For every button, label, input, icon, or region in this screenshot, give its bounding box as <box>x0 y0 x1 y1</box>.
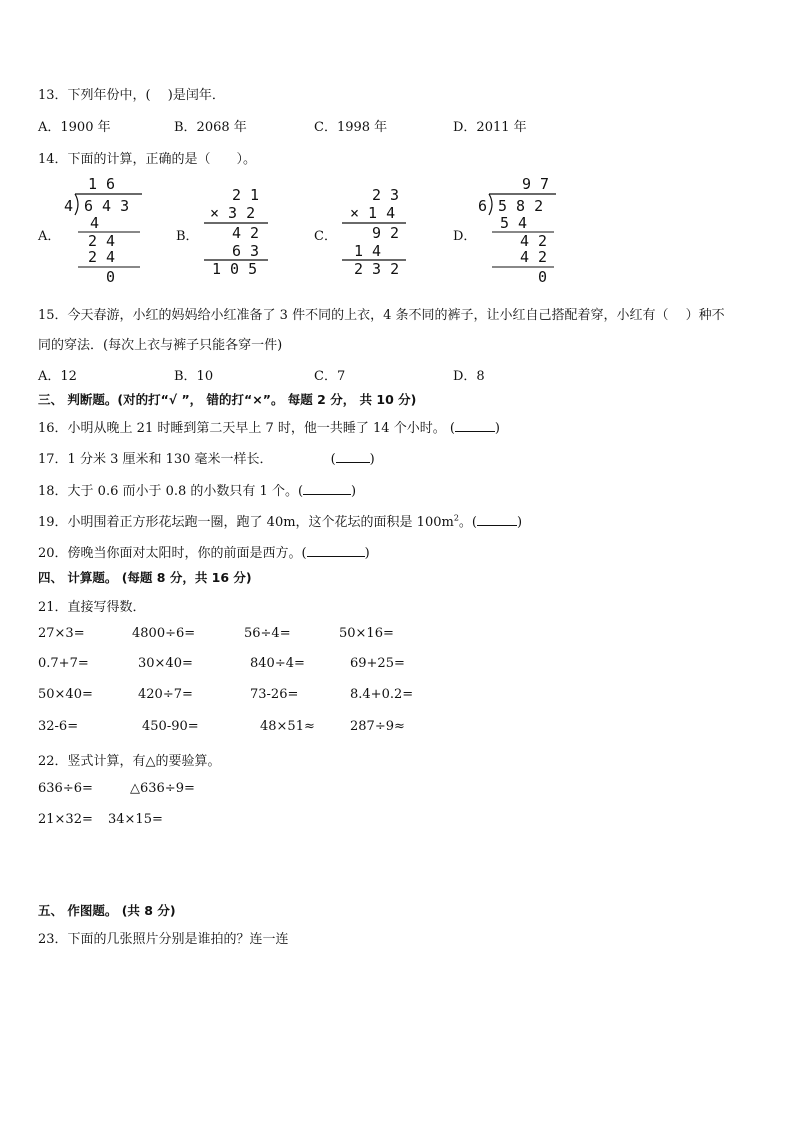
q14-b-multiplier: × 3 2 <box>210 204 256 222</box>
q14-option-b-multiplication <box>198 186 270 278</box>
q22-item: 636÷6= <box>38 781 93 796</box>
q14-b-top: 2 1 <box>232 186 260 204</box>
q13-option-c[interactable]: C．1998 年 <box>314 120 388 135</box>
q14-option-b-label[interactable]: B． <box>176 229 199 244</box>
q19-text: 19．小明围着正方形花坛跑一圈，跑了 40m，这个花坛的面积是 100m <box>38 515 454 530</box>
q15-option-d[interactable]: D．8 <box>453 369 485 384</box>
q14-option-c-label[interactable]: C． <box>314 229 337 244</box>
q21-item: 27×3= <box>38 626 85 641</box>
section-3-heading: 三、 判断题。(对的打“√ ”， 错的打“×”。 每题 2 分， 共 10 分) <box>38 392 417 407</box>
q15-stem-line2: 同的穿法．(每次上衣与裤子只能各穿一件) <box>38 338 283 353</box>
q20-text: 20．傍晚当你面对太阳时，你的前面是西方。( <box>38 546 307 561</box>
q15-option-a[interactable]: A．12 <box>38 369 77 384</box>
q16-answer-blank[interactable] <box>455 419 495 432</box>
q14-c-result: 2 3 2 <box>354 260 400 278</box>
q21-item: 450-90= <box>142 719 199 734</box>
q21-item: 4800÷6= <box>132 626 196 641</box>
q21-item: 32-6= <box>38 719 79 734</box>
q14-d-quotient: 9 7 <box>522 175 550 193</box>
q14-a-step3: 2 4 <box>88 248 116 266</box>
q17-text: 17．1 分米 3 厘米和 130 毫米一样长． <box>38 452 273 467</box>
q19-superscript: 2 <box>453 513 459 523</box>
q19-answer-blank[interactable] <box>477 513 517 526</box>
q16 <box>38 417 500 436</box>
q14-d-remainder: 0 <box>538 268 548 286</box>
q18-answer-blank[interactable] <box>303 482 351 495</box>
q21-item: 0.7+7= <box>38 656 89 671</box>
q14-c-top: 2 3 <box>372 186 400 204</box>
q14-b-partial2: 6 3 <box>232 242 260 260</box>
q22-item: 21×32= <box>38 812 93 827</box>
q15-option-c[interactable]: C．7 <box>314 369 346 384</box>
q14-d-dividend: 5 8 2 <box>498 197 544 215</box>
q21-item: 840÷4= <box>250 656 305 671</box>
q14-a-quotient: 1 6 <box>88 175 116 193</box>
q14-option-d-long-division <box>476 174 558 286</box>
q15-option-b[interactable]: B．10 <box>174 369 214 384</box>
q14-c-partial1: 9 2 <box>372 224 400 242</box>
q21-item: 56÷4= <box>244 626 291 641</box>
q21-item: 48×51≈ <box>260 719 315 734</box>
q22-item: △636÷9= <box>130 781 195 796</box>
q15-stem-line1: 15．今天春游，小红的妈妈给小红准备了 3 件不同的上衣，4 条不同的裤子，让小红自己搭配着穿，小红有（ ）种不 <box>38 308 725 323</box>
q14-d-step3: 4 2 <box>520 248 548 266</box>
q14-b-result: 1 0 5 <box>212 260 258 278</box>
q19-tail: 。( <box>458 515 477 530</box>
q18-text: 18．大于 0.6 而小于 0.8 的小数只有 1 个。( <box>38 484 304 499</box>
q21-item: 50×16= <box>339 626 394 641</box>
section-4-heading: 四、 计算题。 (每题 8 分，共 16 分) <box>38 570 252 585</box>
q14-option-d-label[interactable]: D． <box>453 229 477 244</box>
q21-item: 69+25= <box>350 656 405 671</box>
q14-a-divisor: 4 <box>64 197 74 215</box>
q17-answer-blank[interactable] <box>336 450 370 463</box>
q21-item: 50×40= <box>38 687 93 702</box>
q18-close-paren: ) <box>351 484 357 499</box>
q14-c-multiplier: × 1 4 <box>350 204 396 222</box>
q14-option-a-long-division <box>62 174 144 286</box>
q21-item: 8.4+0.2= <box>350 687 414 702</box>
q20 <box>38 542 370 561</box>
q16-close-paren: ) <box>494 421 500 436</box>
q14-a-dividend: 6 4 3 <box>84 197 130 215</box>
q14-d-step1: 5 4 <box>500 214 528 232</box>
q14-d-divisor: 6 <box>478 197 488 215</box>
q14-a-step1: 4 <box>90 214 100 232</box>
q13-option-d[interactable]: D．2011 年 <box>453 120 527 135</box>
q18 <box>38 480 356 499</box>
q14-option-a-label[interactable]: A． <box>38 229 61 244</box>
q17-open-paren: ( <box>330 452 336 467</box>
q19-close-paren: ) <box>517 515 523 530</box>
q14-b-partial1: 4 2 <box>232 224 260 242</box>
section-5-heading: 五、 作图题。 (共 8 分) <box>38 903 176 918</box>
q19 <box>38 511 522 530</box>
q14-a-step2: 2 4 <box>88 232 116 250</box>
q14-a-remainder: 0 <box>106 268 116 286</box>
q14-c-partial2: 1 4 <box>354 242 382 260</box>
q21-item: 30×40= <box>138 656 193 671</box>
q21-item: 287÷9≈ <box>350 719 405 734</box>
q21-item: 73-26= <box>250 687 299 702</box>
q22-stem: 22．竖式计算，有△的要验算。 <box>38 754 221 769</box>
q17-close-paren: ) <box>369 452 375 467</box>
q22-item: 34×15= <box>108 812 163 827</box>
q14-option-c-multiplication <box>336 186 408 278</box>
q21-stem: 21．直接写得数． <box>38 600 146 615</box>
q14-d-step2: 4 2 <box>520 232 548 250</box>
q13-option-b[interactable]: B．2068 年 <box>174 120 247 135</box>
q20-answer-blank[interactable] <box>307 544 365 557</box>
q16-text: 16．小明从晚上 21 时睡到第二天早上 7 时，他一共睡了 14 个小时。 ( <box>38 421 455 436</box>
q20-close-paren: ) <box>364 546 370 561</box>
q13-stem: 13．下列年份中，( )是闰年． <box>38 88 225 103</box>
q14-stem: 14．下面的计算，正确的是（ ）。 <box>38 152 257 167</box>
q13-option-a[interactable]: A．1900 年 <box>38 120 111 135</box>
q23-stem: 23．下面的几张照片分别是谁拍的？连一连 <box>38 932 289 947</box>
q17 <box>38 448 375 467</box>
q21-item: 420÷7= <box>138 687 193 702</box>
